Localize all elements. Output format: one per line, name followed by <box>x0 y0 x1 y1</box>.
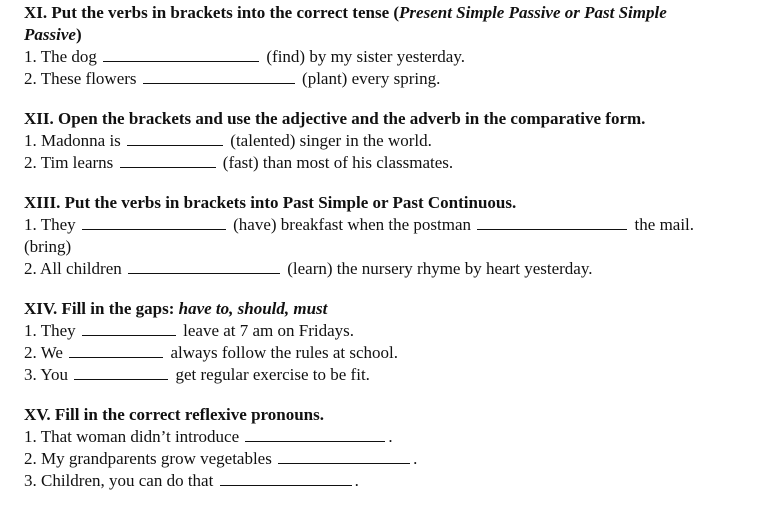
item-text: (learn) the nursery rhyme by heart yesterday. <box>287 259 593 278</box>
section-xi-heading <box>24 2 764 24</box>
answer-blank[interactable] <box>245 427 385 442</box>
item-text: 1. That woman didn’t introduce <box>24 427 240 446</box>
answer-blank[interactable] <box>82 215 226 230</box>
exercise-item <box>24 68 764 90</box>
item-text: . <box>388 427 393 446</box>
answer-blank[interactable] <box>82 321 176 336</box>
answer-blank[interactable] <box>278 449 410 464</box>
item-text: (talented) singer in the world. <box>230 131 432 150</box>
section-xii-heading: XII. Open the brackets and use the adjective and the adverb in the comparative form. <box>24 109 646 128</box>
item-text: (fast) than most of his classmates. <box>222 153 454 172</box>
item-text: (plant) every spring. <box>302 69 441 88</box>
item-text: . <box>354 471 359 490</box>
exercise-item <box>24 320 764 342</box>
answer-blank[interactable] <box>120 153 216 168</box>
item-text: leave at 7 am on Fridays. <box>183 321 355 340</box>
item-text: . <box>413 449 418 468</box>
item-text: 1. They <box>24 215 76 234</box>
exercise-item <box>24 152 764 174</box>
answer-blank[interactable] <box>127 131 223 146</box>
item-text: 2. These flowers <box>24 69 137 88</box>
answer-blank[interactable] <box>220 471 352 486</box>
item-text: 2. Tim learns <box>24 153 114 172</box>
worksheet <box>24 2 764 492</box>
answer-blank[interactable] <box>103 47 259 62</box>
item-text: get regular exercise to be fit. <box>175 365 370 384</box>
answer-blank[interactable] <box>74 365 168 380</box>
item-text: 1. They <box>24 321 76 340</box>
section-xi-heading-italic: Present Simple Passive or Past Simple <box>399 3 667 22</box>
section-xi-heading-end: ) <box>75 25 82 44</box>
item-text: the mail. <box>634 215 695 234</box>
item-text: always follow the rules at school. <box>170 343 398 362</box>
exercise-item-wrap: (bring) <box>24 237 72 256</box>
item-text: 1. Madonna is <box>24 131 121 150</box>
section-xiv-heading <box>24 298 764 320</box>
item-text: (have) breakfast when the postman <box>233 215 472 234</box>
section-xi-heading-italic-2: Passive <box>24 25 76 44</box>
answer-blank[interactable] <box>477 215 627 230</box>
exercise-item <box>24 364 764 386</box>
item-text: (find) by my sister yesterday. <box>266 47 465 66</box>
answer-blank[interactable] <box>69 343 163 358</box>
item-text: 2. All children <box>24 259 122 278</box>
section-xiv-heading-text: XIV. Fill in the gaps: <box>24 299 179 318</box>
exercise-item <box>24 426 764 448</box>
exercise-item <box>24 130 764 152</box>
exercise-item <box>24 342 764 364</box>
exercise-item <box>24 470 764 492</box>
item-text: 2. We <box>24 343 63 362</box>
exercise-item <box>24 214 764 236</box>
answer-blank[interactable] <box>143 69 295 84</box>
section-xi-heading-cont <box>24 24 764 46</box>
section-xi-heading-text: XI. Put the verbs in brackets into the correct tense ( <box>24 3 400 22</box>
answer-blank[interactable] <box>128 259 280 274</box>
exercise-item <box>24 258 764 280</box>
section-xv-heading: XV. Fill in the correct reflexive pronouns. <box>24 405 324 424</box>
section-xiii-heading: XIII. Put the verbs in brackets into Past Simple or Past Continuous. <box>24 193 517 212</box>
item-text: 3. Children, you can do that <box>24 471 214 490</box>
section-xiv-heading-italic: have to, should, must <box>178 299 328 318</box>
item-text: 1. The dog <box>24 47 97 66</box>
exercise-item <box>24 46 764 68</box>
item-text: 3. You <box>24 365 68 384</box>
item-text: 2. My grandparents grow vegetables <box>24 449 272 468</box>
exercise-item <box>24 448 764 470</box>
